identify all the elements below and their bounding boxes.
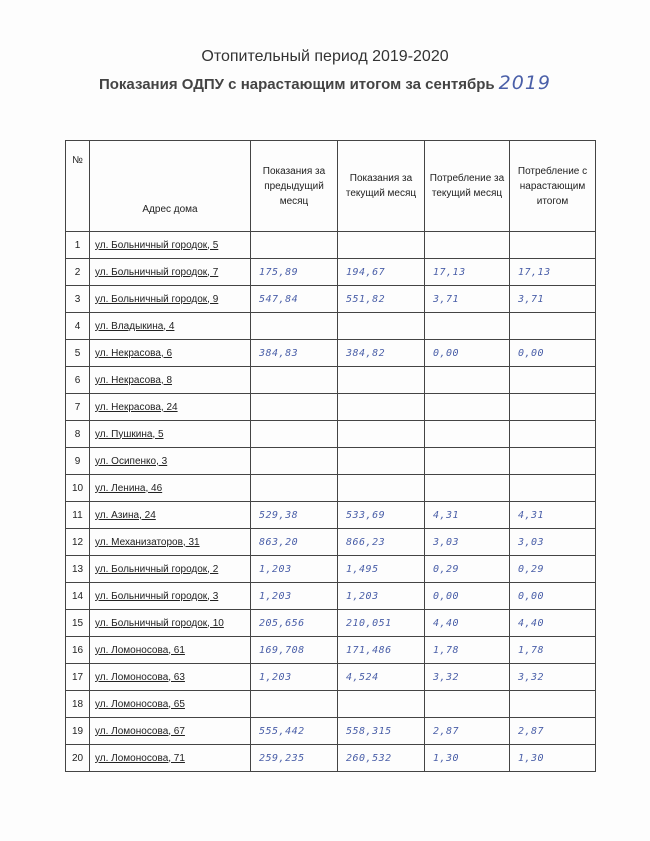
cell-curr-reading: 260,532 [338, 745, 425, 772]
cell-address: ул. Больничный городок, 9 [90, 286, 251, 313]
cell-cumulative: 3,03 [510, 529, 596, 556]
table-row [66, 259, 596, 286]
cell-prev-reading [251, 313, 338, 340]
cell-cumulative: 1,78 [510, 637, 596, 664]
cell-cumulative: 2,87 [510, 718, 596, 745]
cell-curr-reading: 558,315 [338, 718, 425, 745]
cell-usage: 17,13 [425, 259, 510, 286]
cell-cumulative: 3,71 [510, 286, 596, 313]
cell-curr-reading: 194,67 [338, 259, 425, 286]
table-row [66, 529, 596, 556]
table-body [66, 232, 596, 772]
cell-curr-reading: 171,486 [338, 637, 425, 664]
cell-curr-reading: 4,524 [338, 664, 425, 691]
cell-cumulative: 4,40 [510, 610, 596, 637]
cell-cumulative: 0,00 [510, 340, 596, 367]
document-subtitle [0, 72, 650, 94]
cell-curr-reading [338, 448, 425, 475]
cell-usage [425, 313, 510, 340]
table-row [66, 286, 596, 313]
cell-curr-reading [338, 367, 425, 394]
cell-curr-reading: 384,82 [338, 340, 425, 367]
cell-num: 18 [66, 691, 90, 718]
cell-usage: 0,00 [425, 340, 510, 367]
cell-usage: 3,32 [425, 664, 510, 691]
subtitle-text: Показания ОДПУ с нарастающим итогом за сентябрь [98, 76, 495, 93]
cell-address: ул. Больничный городок, 5 [90, 232, 251, 259]
table-row [66, 502, 596, 529]
cell-num: 17 [66, 664, 90, 691]
cell-cumulative: 0,29 [510, 556, 596, 583]
cell-num: 8 [66, 421, 90, 448]
cell-prev-reading: 1,203 [251, 556, 338, 583]
table-row [66, 583, 596, 610]
column-header-num: № [66, 141, 90, 232]
cell-prev-reading: 1,203 [251, 583, 338, 610]
cell-address: ул. Ломоносова, 67 [90, 718, 251, 745]
table-row [66, 610, 596, 637]
cell-address: ул. Осипенко, 3 [90, 448, 251, 475]
table-row [66, 637, 596, 664]
cell-address: ул. Ломоносова, 61 [90, 637, 251, 664]
cell-usage [425, 421, 510, 448]
cell-cumulative: 1,30 [510, 745, 596, 772]
cell-address: ул. Ломоносова, 71 [90, 745, 251, 772]
cell-prev-reading: 259,235 [251, 745, 338, 772]
cell-cumulative [510, 313, 596, 340]
table-row [66, 718, 596, 745]
cell-address: ул. Ломоносова, 65 [90, 691, 251, 718]
cell-address: ул. Больничный городок, 7 [90, 259, 251, 286]
column-header-prev: Показания за предыдущий месяц [251, 141, 338, 232]
handwritten-year: 2019 [498, 72, 552, 94]
cell-usage [425, 232, 510, 259]
cell-num: 16 [66, 637, 90, 664]
cell-address: ул. Некрасова, 6 [90, 340, 251, 367]
cell-curr-reading [338, 313, 425, 340]
cell-prev-reading [251, 691, 338, 718]
cell-num: 14 [66, 583, 90, 610]
table-row [66, 367, 596, 394]
table-row [66, 691, 596, 718]
cell-num: 2 [66, 259, 90, 286]
cell-cumulative [510, 448, 596, 475]
cell-num: 6 [66, 367, 90, 394]
cell-prev-reading: 169,708 [251, 637, 338, 664]
cell-num: 1 [66, 232, 90, 259]
column-header-usage: Потребление за текущий месяц [425, 141, 510, 232]
cell-prev-reading: 529,38 [251, 502, 338, 529]
cell-num: 7 [66, 394, 90, 421]
cell-curr-reading: 1,495 [338, 556, 425, 583]
cell-prev-reading [251, 421, 338, 448]
cell-prev-reading: 547,84 [251, 286, 338, 313]
cell-prev-reading [251, 475, 338, 502]
cell-num: 20 [66, 745, 90, 772]
cell-address: ул. Некрасова, 8 [90, 367, 251, 394]
cell-curr-reading [338, 421, 425, 448]
cell-cumulative: 3,32 [510, 664, 596, 691]
cell-curr-reading: 533,69 [338, 502, 425, 529]
cell-address: ул. Некрасова, 24 [90, 394, 251, 421]
cell-num: 19 [66, 718, 90, 745]
cell-cumulative [510, 232, 596, 259]
cell-num: 4 [66, 313, 90, 340]
cell-prev-reading: 175,89 [251, 259, 338, 286]
cell-address: ул. Больничный городок, 10 [90, 610, 251, 637]
cell-num: 3 [66, 286, 90, 313]
cell-usage: 4,31 [425, 502, 510, 529]
cell-prev-reading [251, 448, 338, 475]
cell-prev-reading [251, 367, 338, 394]
table-row [66, 394, 596, 421]
cell-address: ул. Механизаторов, 31 [90, 529, 251, 556]
cell-address: ул. Ленина, 46 [90, 475, 251, 502]
table-row [66, 664, 596, 691]
cell-usage [425, 448, 510, 475]
cell-usage: 1,30 [425, 745, 510, 772]
cell-usage: 3,71 [425, 286, 510, 313]
cell-cumulative [510, 394, 596, 421]
table-row [66, 313, 596, 340]
cell-usage [425, 691, 510, 718]
cell-num: 9 [66, 448, 90, 475]
table-row [66, 556, 596, 583]
cell-num: 13 [66, 556, 90, 583]
cell-usage: 0,00 [425, 583, 510, 610]
cell-curr-reading [338, 232, 425, 259]
cell-address: ул. Пушкина, 5 [90, 421, 251, 448]
cell-address: ул. Больничный городок, 3 [90, 583, 251, 610]
table-row [66, 745, 596, 772]
column-header-address: Адрес дома [90, 141, 251, 232]
table-row [66, 421, 596, 448]
cell-prev-reading: 1,203 [251, 664, 338, 691]
cell-curr-reading [338, 475, 425, 502]
cell-curr-reading: 1,203 [338, 583, 425, 610]
table-row [66, 232, 596, 259]
cell-curr-reading: 210,051 [338, 610, 425, 637]
cell-address: ул. Ломоносова, 63 [90, 664, 251, 691]
cell-curr-reading: 551,82 [338, 286, 425, 313]
cell-usage: 1,78 [425, 637, 510, 664]
cell-cumulative [510, 367, 596, 394]
table-row [66, 475, 596, 502]
cell-curr-reading [338, 691, 425, 718]
cell-cumulative: 0,00 [510, 583, 596, 610]
cell-prev-reading: 863,20 [251, 529, 338, 556]
cell-usage: 4,40 [425, 610, 510, 637]
document-title: Отопительный период 2019-2020 [201, 48, 449, 65]
cell-cumulative [510, 421, 596, 448]
cell-address: ул. Азина, 24 [90, 502, 251, 529]
cell-prev-reading: 384,83 [251, 340, 338, 367]
cell-address: ул. Больничный городок, 2 [90, 556, 251, 583]
cell-num: 11 [66, 502, 90, 529]
cell-usage [425, 475, 510, 502]
cell-cumulative: 4,31 [510, 502, 596, 529]
column-header-cumulative: Потребление с нарастающим итогом [510, 141, 596, 232]
cell-usage: 0,29 [425, 556, 510, 583]
table-row [66, 448, 596, 475]
column-header-curr: Показания за текущий месяц [338, 141, 425, 232]
cell-num: 15 [66, 610, 90, 637]
cell-usage: 2,87 [425, 718, 510, 745]
cell-curr-reading: 866,23 [338, 529, 425, 556]
readings-table [65, 140, 596, 772]
cell-curr-reading [338, 394, 425, 421]
cell-usage: 3,03 [425, 529, 510, 556]
cell-usage [425, 367, 510, 394]
table-row [66, 340, 596, 367]
cell-num: 5 [66, 340, 90, 367]
cell-prev-reading [251, 394, 338, 421]
cell-address: ул. Владыкина, 4 [90, 313, 251, 340]
cell-cumulative: 17,13 [510, 259, 596, 286]
cell-prev-reading [251, 232, 338, 259]
cell-cumulative [510, 691, 596, 718]
table-header-row [66, 141, 596, 232]
cell-cumulative [510, 475, 596, 502]
cell-prev-reading: 205,656 [251, 610, 338, 637]
cell-num: 12 [66, 529, 90, 556]
cell-num: 10 [66, 475, 90, 502]
cell-prev-reading: 555,442 [251, 718, 338, 745]
cell-usage [425, 394, 510, 421]
